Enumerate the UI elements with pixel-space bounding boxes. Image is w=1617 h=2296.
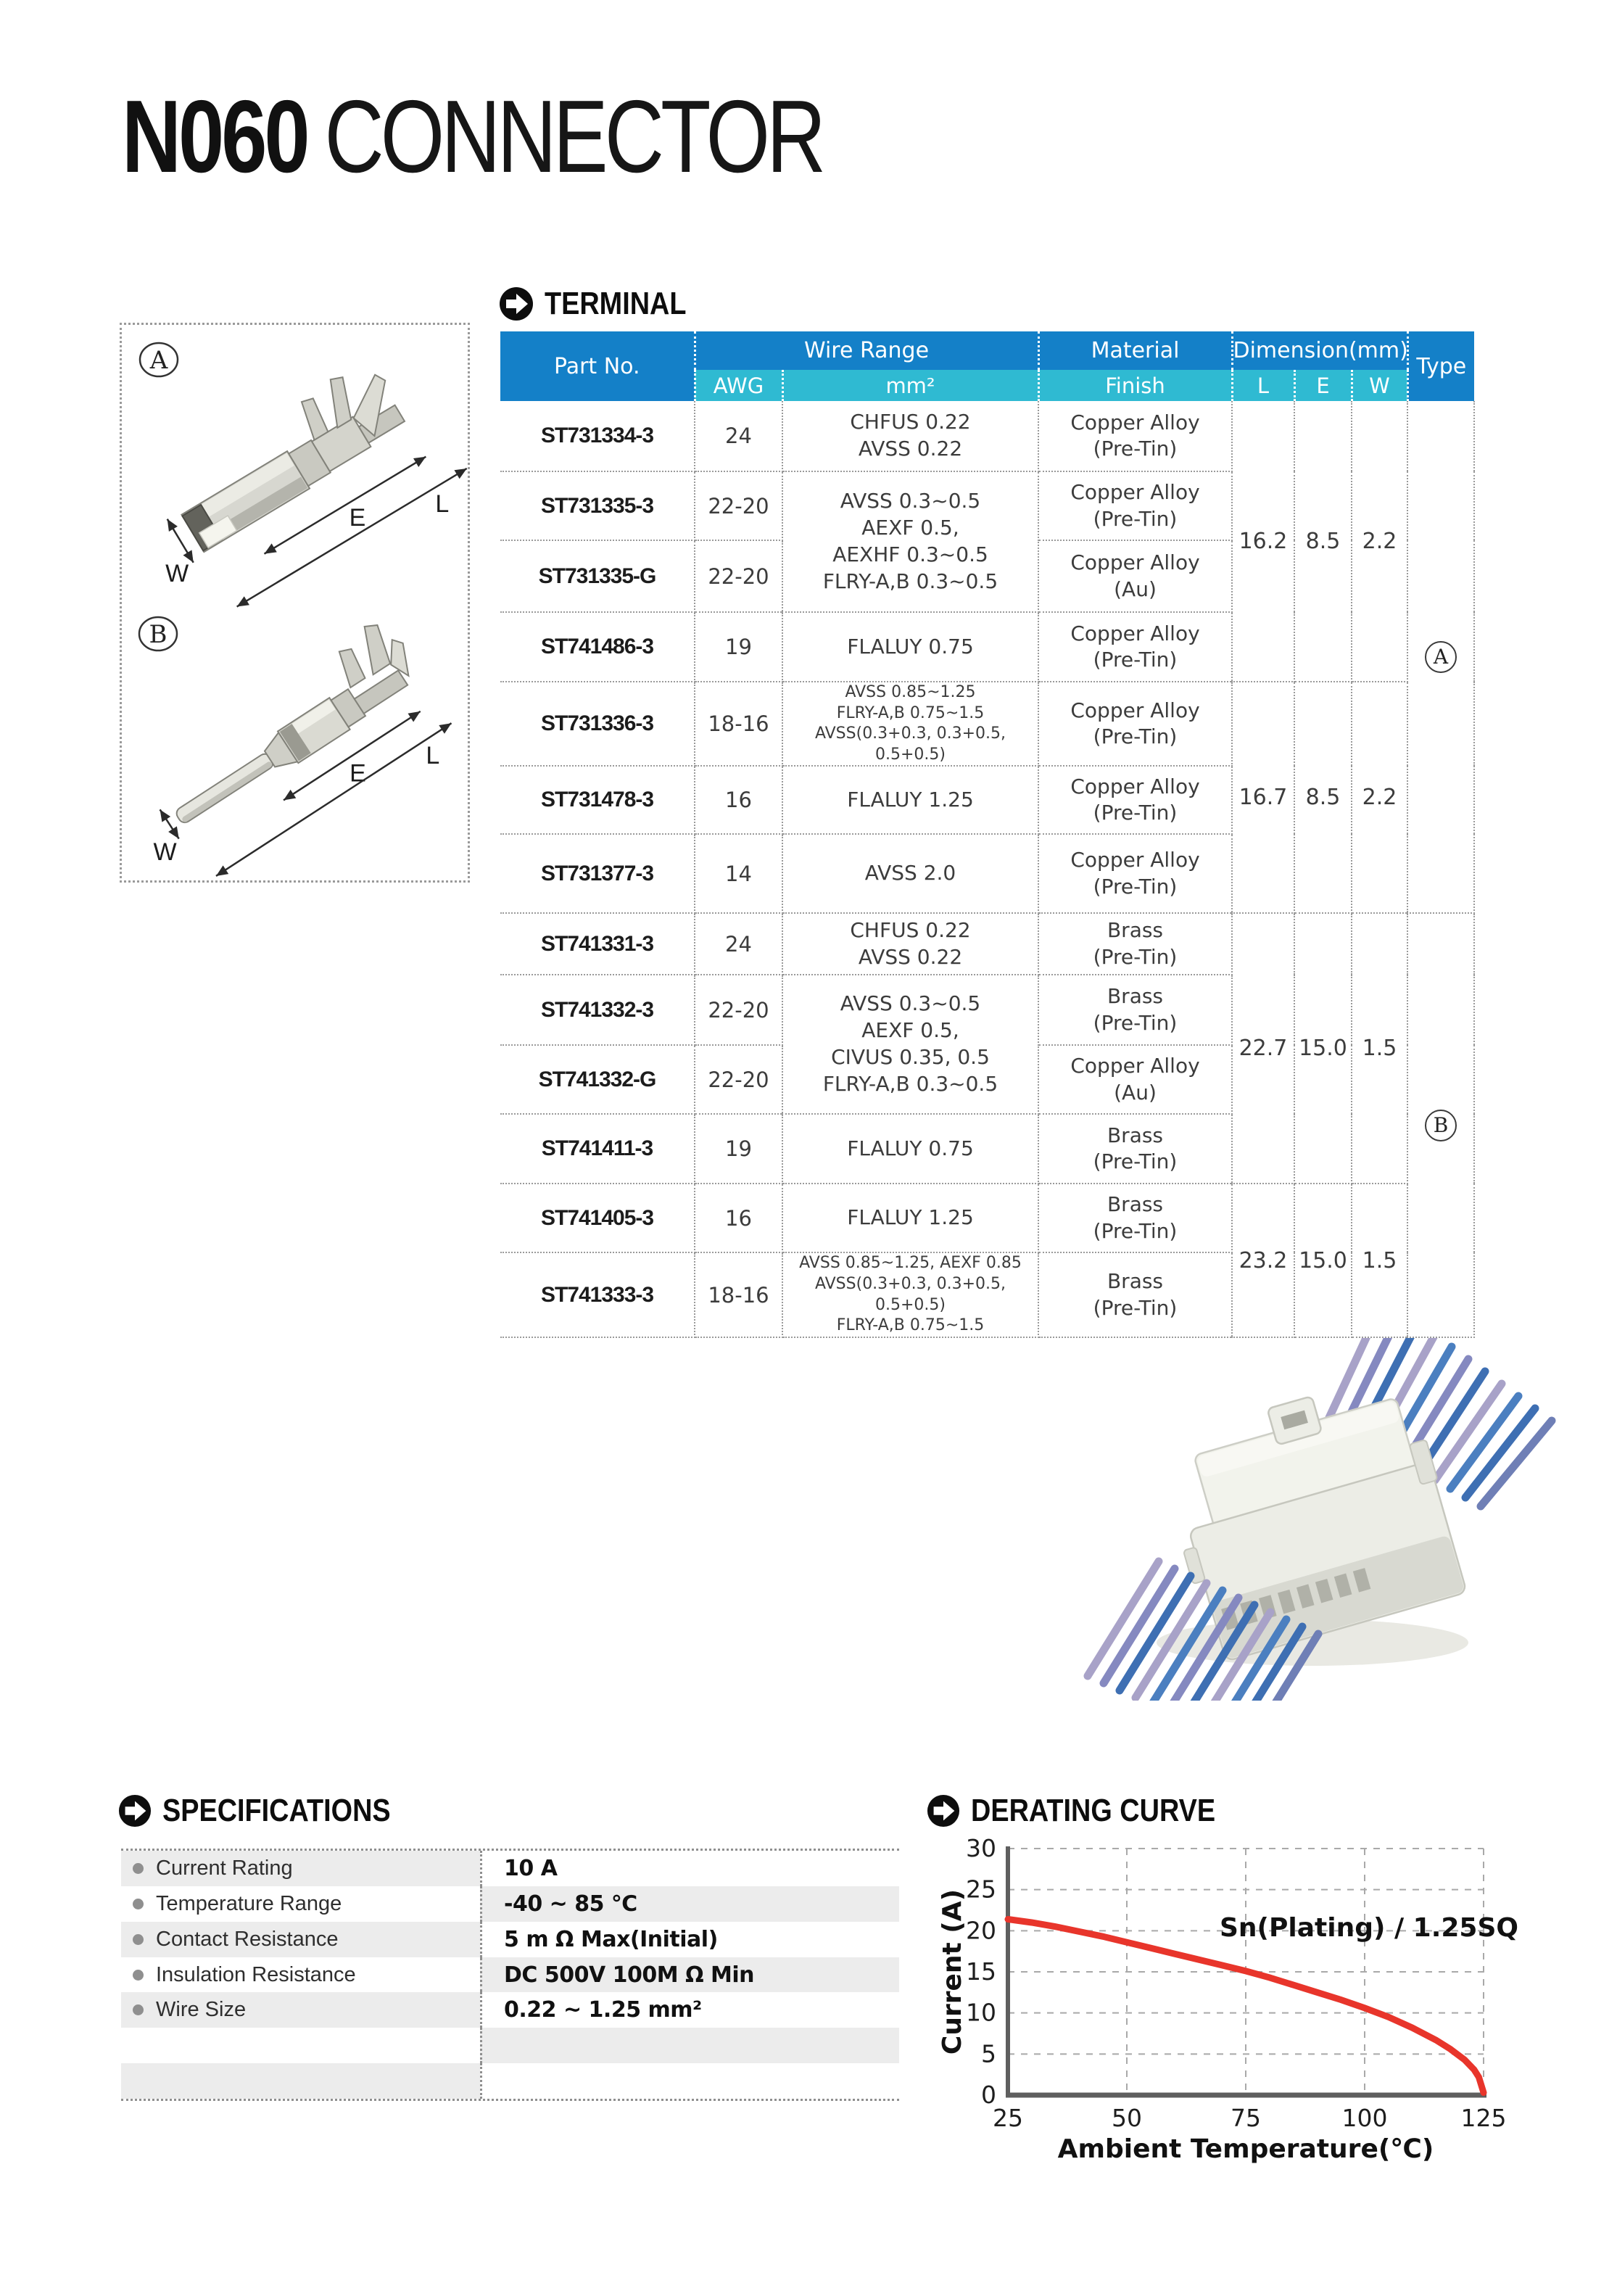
awg-cell: 19	[695, 1114, 782, 1184]
x-tick-label: 75	[1231, 2104, 1261, 2132]
svg-text:E: E	[350, 759, 366, 788]
awg-cell: 16	[695, 1184, 782, 1252]
circle-arrow-icon	[927, 1794, 960, 1828]
y-tick-label: 30	[966, 1834, 996, 1862]
part-no-cell: ST741486-3	[500, 612, 695, 682]
spec-label: Temperature Range	[156, 1891, 342, 1915]
title-product: CONNECTOR	[324, 79, 823, 194]
terminal-views-box	[120, 323, 470, 883]
y-tick-label: 25	[966, 1875, 996, 1904]
page-title	[122, 79, 823, 194]
material-cell: Brass (Pre-Tin)	[1038, 1114, 1232, 1184]
col-header-finish: Finish	[1038, 370, 1232, 401]
part-no-cell: ST741333-3	[500, 1252, 695, 1337]
curve-annotation: Sn(Plating) / 1.25SQ	[1220, 1913, 1518, 1943]
wire-range-cell: AVSS 2.0	[782, 834, 1038, 913]
derating-section-title: DERATING CURVE	[971, 1793, 1216, 1828]
derating-chart	[921, 1828, 1559, 2168]
spec-value: 10 A	[504, 1855, 558, 1881]
y-axis-title: Current (A)	[938, 1888, 967, 2055]
material-cell: Copper Alloy (Pre-Tin)	[1038, 471, 1232, 540]
part-no-cell: ST731336-3	[500, 682, 695, 766]
dimension-e-cell: 15.0	[1294, 913, 1352, 1184]
awg-cell: 14	[695, 834, 782, 913]
x-tick-label: 125	[1460, 2104, 1507, 2132]
wire-range-cell: AVSS 0.85~1.25 FLRY-A,B 0.75~1.5 AVSS(0.3+0.3, 0.3+0.5, 0.5+0.5)	[782, 682, 1038, 766]
awg-cell: 18-16	[695, 682, 782, 766]
col-header-material: Material	[1038, 331, 1232, 370]
spec-label: Current Rating	[156, 1856, 293, 1880]
col-header-w: W	[1352, 370, 1407, 401]
part-no-cell: ST731335-3	[500, 471, 695, 540]
part-no-cell: ST741331-3	[500, 913, 695, 975]
bullet-icon	[133, 1970, 144, 1981]
awg-cell: 22-20	[695, 540, 782, 612]
awg-cell: 22-20	[695, 471, 782, 540]
terminal-b-drawing	[122, 614, 468, 880]
type-badge: B	[1425, 1110, 1457, 1141]
spec-label-cell	[121, 1886, 480, 1922]
material-cell: Brass (Pre-Tin)	[1038, 975, 1232, 1045]
dimension-e-cell: 15.0	[1294, 1184, 1352, 1337]
spec-label-cell	[121, 2063, 480, 2099]
wire-range-cell: AVSS 0.85~1.25, AEXF 0.85 AVSS(0.3+0.3, 0.3+0.5, 0.5+0.5) FLRY-A,B 0.75~1.5	[782, 1252, 1038, 1337]
spec-row	[121, 2028, 899, 2063]
col-header-l: L	[1232, 370, 1294, 401]
material-cell: Brass (Pre-Tin)	[1038, 1252, 1232, 1337]
part-no-cell: ST741332-3	[500, 975, 695, 1045]
terminal-table	[500, 331, 1475, 1338]
wire-range-cell: AVSS 0.3~0.5 AEXF 0.5, AEXHF 0.3~0.5 FLRY-A,B 0.3~0.5	[782, 471, 1038, 612]
terminal-a-drawing	[122, 343, 468, 661]
x-axis-title: Ambient Temperature(℃)	[1057, 2134, 1434, 2164]
dimension-e-cell: 8.5	[1294, 401, 1352, 682]
y-tick-label: 0	[981, 2081, 996, 2109]
connector-photo	[1073, 1338, 1566, 1701]
wire-range-cell: FLALUY 1.25	[782, 766, 1038, 834]
material-cell: Copper Alloy (Au)	[1038, 1045, 1232, 1114]
awg-cell: 19	[695, 612, 782, 682]
svg-text:E: E	[349, 503, 366, 532]
col-header-type: Type	[1407, 331, 1474, 401]
material-cell: Brass (Pre-Tin)	[1038, 1184, 1232, 1252]
bullet-icon	[133, 2004, 144, 2015]
y-tick-label: 15	[966, 1957, 996, 1986]
spec-row	[121, 2063, 899, 2099]
terminal-table-body	[500, 401, 1474, 1337]
awg-cell: 22-20	[695, 1045, 782, 1114]
spec-label-cell	[121, 1851, 480, 1886]
col-header-e: E	[1294, 370, 1352, 401]
terminal-section-header	[499, 286, 709, 322]
part-no-cell: ST731335-G	[500, 540, 695, 612]
view-b-badge	[139, 617, 177, 651]
material-cell: Copper Alloy (Pre-Tin)	[1038, 612, 1232, 682]
col-header-wire-range: Wire Range	[695, 331, 1038, 370]
spec-label-cell	[121, 1922, 480, 1957]
y-tick-label: 20	[966, 1916, 996, 1945]
part-no-cell: ST741411-3	[500, 1114, 695, 1184]
table-row	[500, 1184, 1474, 1252]
terminal-table-header	[500, 331, 1474, 401]
bullet-icon	[133, 1934, 144, 1945]
material-cell: Copper Alloy (Au)	[1038, 540, 1232, 612]
bullet-icon	[133, 1863, 144, 1874]
wire-range-cell: FLALUY 0.75	[782, 1114, 1038, 1184]
dimension-l-cell: 22.7	[1232, 913, 1294, 1184]
spec-label-cell	[121, 2028, 480, 2063]
y-tick-label: 5	[981, 2039, 996, 2068]
title-model: N060	[122, 79, 307, 194]
spec-value-cell	[480, 1922, 899, 1957]
spec-label-cell	[121, 1957, 480, 1993]
spec-value-cell	[480, 1886, 899, 1922]
svg-text:B: B	[149, 620, 168, 649]
part-no-cell: ST741405-3	[500, 1184, 695, 1252]
awg-cell: 22-20	[695, 975, 782, 1045]
dimension-w-cell: 1.5	[1352, 913, 1407, 1184]
svg-text:L: L	[426, 742, 440, 770]
svg-text:A: A	[149, 346, 168, 375]
col-header-dimension: Dimension(mm)	[1232, 331, 1407, 370]
material-cell: Copper Alloy (Pre-Tin)	[1038, 682, 1232, 766]
specifications-section-header	[118, 1793, 428, 1829]
spec-value-cell	[480, 2028, 899, 2063]
col-header-awg: AWG	[695, 370, 782, 401]
spec-value-cell	[480, 2063, 899, 2099]
table-row	[500, 913, 1474, 975]
spec-value: 5 m Ω Max(Initial)	[504, 1926, 718, 1952]
part-no-cell: ST731334-3	[500, 401, 695, 471]
wire-range-cell: CHFUS 0.22 AVSS 0.22	[782, 913, 1038, 975]
dimension-l-cell: 23.2	[1232, 1184, 1294, 1337]
material-cell: Copper Alloy (Pre-Tin)	[1038, 834, 1232, 913]
dimension-w-cell: 1.5	[1352, 1184, 1407, 1337]
spec-label: Wire Size	[156, 1998, 247, 2022]
dimension-e-cell: 8.5	[1294, 682, 1352, 913]
dimension-l-cell: 16.2	[1232, 401, 1294, 682]
dimension-w-cell: 2.2	[1352, 682, 1407, 913]
col-header-mm2: mm²	[782, 370, 1038, 401]
svg-text:L: L	[435, 490, 450, 519]
x-tick-label: 25	[993, 2104, 1023, 2132]
type-cell	[1407, 401, 1474, 913]
svg-text:W: W	[153, 838, 177, 866]
circle-arrow-icon	[499, 286, 534, 321]
spec-value: -40 ~ 85 ℃	[504, 1891, 637, 1917]
spec-value: DC 500V 100M Ω Min	[504, 1962, 755, 1988]
bullet-icon	[133, 1899, 144, 1909]
material-cell: Brass (Pre-Tin)	[1038, 913, 1232, 975]
wire-range-cell: AVSS 0.3~0.5 AEXF 0.5, CIVUS 0.35, 0.5 FLRY-A,B 0.3~0.5	[782, 975, 1038, 1114]
wire-range-cell: FLALUY 1.25	[782, 1184, 1038, 1252]
derating-section-header	[927, 1793, 1255, 1829]
spec-row	[121, 1851, 899, 1886]
spec-row	[121, 1886, 899, 1922]
x-tick-label: 100	[1341, 2104, 1388, 2132]
spec-value: 0.22 ~ 1.25 mm²	[504, 1997, 702, 2023]
terminal-diagrams	[122, 325, 468, 880]
part-no-cell: ST741332-G	[500, 1045, 695, 1114]
material-cell: Copper Alloy (Pre-Tin)	[1038, 401, 1232, 471]
type-cell	[1407, 913, 1474, 1337]
spec-value-cell	[480, 1851, 899, 1886]
spec-row	[121, 1957, 899, 1993]
terminal-section-title: TERMINAL	[545, 286, 687, 321]
dimension-l-cell: 16.7	[1232, 682, 1294, 913]
view-a-badge	[140, 343, 178, 376]
awg-cell: 16	[695, 766, 782, 834]
material-cell: Copper Alloy (Pre-Tin)	[1038, 766, 1232, 834]
dimension-w-cell: 2.2	[1352, 401, 1407, 682]
awg-cell: 24	[695, 913, 782, 975]
awg-cell: 18-16	[695, 1252, 782, 1337]
spec-label: Insulation Resistance	[156, 1962, 356, 1986]
awg-cell: 24	[695, 401, 782, 471]
circle-arrow-icon	[118, 1794, 152, 1828]
wire-range-cell: FLALUY 0.75	[782, 612, 1038, 682]
spec-value-cell	[480, 1992, 899, 2028]
svg-text:W: W	[165, 560, 189, 588]
spec-row	[121, 1922, 899, 1957]
table-row	[500, 401, 1474, 471]
spec-label-cell	[121, 1992, 480, 2028]
col-header-part-no: Part No.	[500, 331, 695, 401]
specifications-table	[121, 1849, 899, 2101]
part-no-cell: ST731377-3	[500, 834, 695, 913]
part-no-cell: ST731478-3	[500, 766, 695, 834]
spec-row	[121, 1992, 899, 2028]
x-tick-label: 50	[1112, 2104, 1142, 2132]
y-tick-label: 10	[966, 1998, 996, 2027]
spec-label: Contact Resistance	[156, 1927, 339, 1951]
type-badge: A	[1425, 641, 1457, 673]
specifications-section-title: SPECIFICATIONS	[162, 1793, 391, 1828]
spec-value-cell	[480, 1957, 899, 1993]
table-row	[500, 682, 1474, 766]
wire-range-cell: CHFUS 0.22 AVSS 0.22	[782, 401, 1038, 471]
